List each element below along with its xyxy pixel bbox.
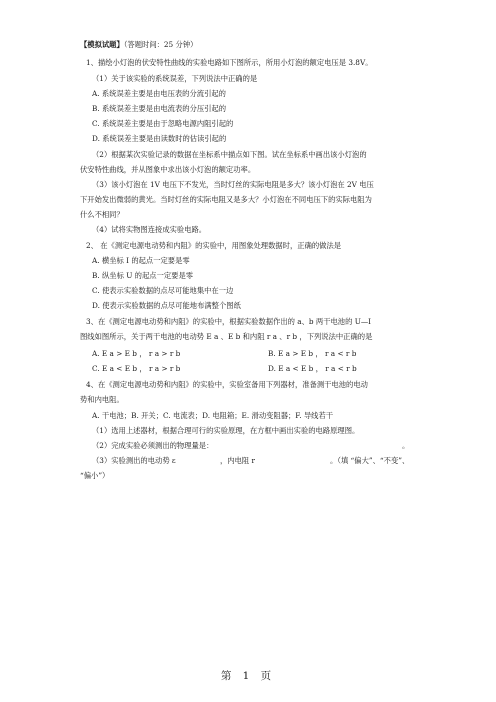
q4-equipment: A. 干电池；B. 开关；C. 电流表；D. 电阻箱；E. 滑动变阻器；F. 导线若干 <box>92 411 334 420</box>
section-heading <box>0 40 496 50</box>
q1-part4: （4）试将实物图连接成实验电路。 <box>92 225 207 234</box>
q2-option-b: B. 纵坐标 U 的起点一定要是零 <box>92 271 194 280</box>
q3-stem-line2: 图线如图所示，关于两干电池的电动势 E a 、E b 和内阻 r a 、r b ，下列说法中正确的是 <box>80 332 373 341</box>
q1-part2-line1: （2）根据某次实验记录的数据在坐标系中描点如下图。试在坐标系中画出该小灯泡的 <box>92 150 367 159</box>
q4-part3-end: 。（填 “偏大”、“不变”、 <box>330 456 410 465</box>
q1-part2-line2: 伏安特性曲线，并从图象中求出该小灯泡的额定功率。 <box>80 165 256 174</box>
q2-stem: 2、 在《测定电源电动势和内阻》的实验中，用图象处理数据时，正确的做法是 <box>86 241 342 250</box>
q1-part1: （1）关于该实验的系统误差，下列说法中正确的是 <box>92 74 258 83</box>
q2-option-d: D. 使表示实验数据的点尽可能地布满整个图纸 <box>92 301 241 310</box>
q1-stem: 1、描绘小灯泡的伏安特性曲线的实验电路如下图所示，所用小灯泡的额定电压是 3.8V。 <box>86 58 373 67</box>
q3-option-a: A. E a > E b ， r a > r b <box>92 349 181 358</box>
q1-option-d: D. 系统误差主要是由读数时的估读引起的 <box>92 134 227 143</box>
q4-stem-line2: 势和内电阻。 <box>80 395 124 404</box>
q1-part3-line2: 下开始发出微弱的黄光。当时灯丝的实际电阻又是多大？小灯泡在不同电压下的实际电阻为 <box>80 195 372 204</box>
q4-part2-text: （2）完成实验必须测出的物理量是： <box>92 441 214 450</box>
q2-option-a: A. 横坐标 I 的起点一定要是零 <box>92 256 190 265</box>
q4-part3-mid: ，内电阻 r <box>220 456 255 465</box>
heading-bold: 【模拟试题】 <box>80 40 124 49</box>
q1-part3-line3: 什么不相同？ <box>80 210 124 219</box>
q3-stem-line1: 3、在《测定电源电动势和内阻》的实验中，根据实验数据作出的 a、b 两干电池的 U—I <box>86 317 372 326</box>
page-number: 第 1 页 <box>220 670 276 682</box>
q1-option-a: A. 系统误差主要是由电压表的分流引起的 <box>92 89 226 98</box>
q4-part3-line2: “偏小”） <box>80 471 110 480</box>
q4-stem-line1: 4、在《测定电源电动势和内阻》的实验中，实验室备用下列器材，准备测干电池的电动 <box>86 380 368 389</box>
heading-rest: （答题时间：25 分钟） <box>123 40 198 49</box>
q4-part1: （1）选用上述器材，根据合理可行的实验原理，在方框中画出实验的电路原理图。 <box>92 426 360 435</box>
q3-option-b: B. E a > E b ， r a < r b <box>268 349 357 358</box>
q1-option-c: C. 系统误差主要是由于忽略电源内阻引起的 <box>92 119 234 128</box>
q3-option-c: C. E a < E b ， r a > r b <box>92 364 181 373</box>
q4-part3-text: （3）实验测出的电动势 ε <box>92 456 176 465</box>
q1-part3-line1: （3）该小灯泡在 1V 电压下不发光，当时灯丝的实际电阻是多大？该小灯泡在 2V 电压 <box>92 180 374 189</box>
q2-option-c: C. 使表示实验数据的点尽可能地集中在一边 <box>92 286 234 295</box>
q4-part2-end: 。 <box>402 441 410 450</box>
q1-option-b: B. 系统误差主要是由电流表的分压引起的 <box>92 104 227 113</box>
q3-option-d: D. E a < E b ， r a < r b <box>268 364 357 373</box>
